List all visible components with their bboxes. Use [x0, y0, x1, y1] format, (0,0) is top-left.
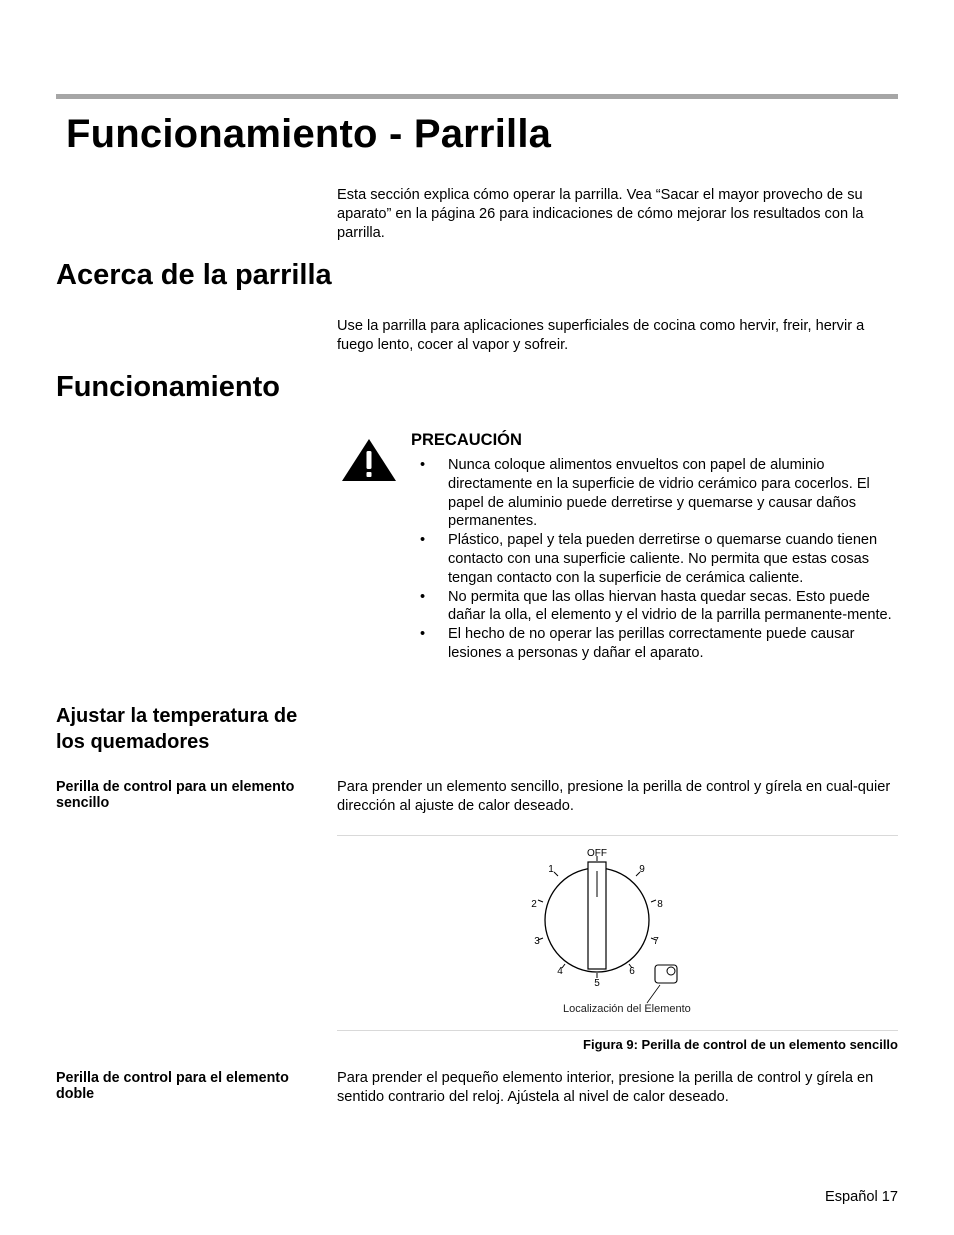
leader-line [647, 985, 660, 1003]
figure-bottom-rule [337, 1030, 898, 1031]
bullet-marker: • [420, 588, 426, 605]
about-heading: Acerca de la parrilla [56, 259, 332, 291]
single-knob-text: Para prender un elemento sencillo, presione la perilla de control y gírela en cual-quier dirección al ajuste de calor deseado. [337, 779, 891, 814]
dial-label-1: 1 [548, 864, 554, 875]
caution-item-text: Nunca coloque alimentos envueltos con papel de aluminio directamente en la superficie de vidrio cerámico para cocerlos. El papel de aluminio puede derretirse y quemarse y causar daños permanentes. [448, 457, 870, 530]
caution-item-text: El hecho de no operar las perillas correctamente puede causar lesiones a personas y dañar el aparato. [448, 626, 855, 661]
top-rule [56, 94, 898, 99]
bullet-marker: • [420, 457, 426, 473]
caution-item-text: Plástico, papel y tela pueden derretirse o quemarse cuando tienen contacto con una superficie caliente. No permita que estas cosas tengan contacto con la superficie de cerámica caliente. [448, 532, 878, 586]
double-knob-text: Para prender el pequeño elemento interior, presione la perilla de control y gírela en sentido contrario del reloj. Ajústela al nivel de calor deseado. [337, 1070, 874, 1105]
about-text: Use la parrilla para aplicaciones superficiales de cocina como hervir, freir, hervir a fuego lento, cocer al vapor y sofreir. [337, 318, 865, 353]
temperature-heading: Ajustar la temperatura de los quemadores [56, 705, 298, 753]
dial-label-6: 6 [629, 966, 635, 977]
list-item [420, 588, 900, 626]
list-item [420, 625, 900, 663]
bullet-marker: • [420, 532, 426, 549]
control-knob-figure [520, 845, 710, 1025]
intro-text: Esta sección explica cómo operar la parrilla. Vea “Sacar el mayor provecho de su aparato” en la página 26 para indicaciones de cómo mejorar los resultados con la parrilla. [337, 187, 864, 241]
single-knob-label: Perilla de control para un elemento sencillo [56, 779, 295, 811]
dial-label-9: 9 [639, 864, 645, 875]
list-item [420, 456, 900, 531]
element-location-label: Localización del Elemento [563, 1003, 691, 1015]
figure-top-rule [337, 835, 898, 836]
dial-label-3: 3 [534, 936, 540, 947]
page-footer: Español 17 [824, 1189, 898, 1205]
list-item [420, 531, 900, 587]
element-location-icon [655, 965, 677, 983]
page-title: Funcionamiento - Parrilla [66, 112, 552, 156]
dial-label-5: 5 [594, 978, 600, 989]
caution-list [420, 456, 900, 663]
dial-label-4: 4 [557, 966, 563, 977]
dial-label-off: OFF [587, 848, 607, 859]
dial-label-2: 2 [531, 899, 537, 910]
caution-title: PRECAUCIÓN [411, 431, 522, 449]
dial-label-8: 8 [657, 899, 663, 910]
figure-caption: Figura 9: Perilla de control de un elemento sencillo [583, 1037, 898, 1052]
double-knob-label: Perilla de control para el elemento doble [56, 1070, 289, 1102]
caution-item-text: No permita que las ollas hiervan hasta quedar secas. Esto puede dañar la olla, el elemento y el vidrio de la parrilla permanente-mente. [448, 588, 892, 624]
operation-heading: Funcionamiento [56, 371, 280, 403]
warning-icon [340, 437, 398, 483]
bullet-marker: • [420, 626, 426, 643]
dial-label-7: 7 [653, 936, 659, 947]
